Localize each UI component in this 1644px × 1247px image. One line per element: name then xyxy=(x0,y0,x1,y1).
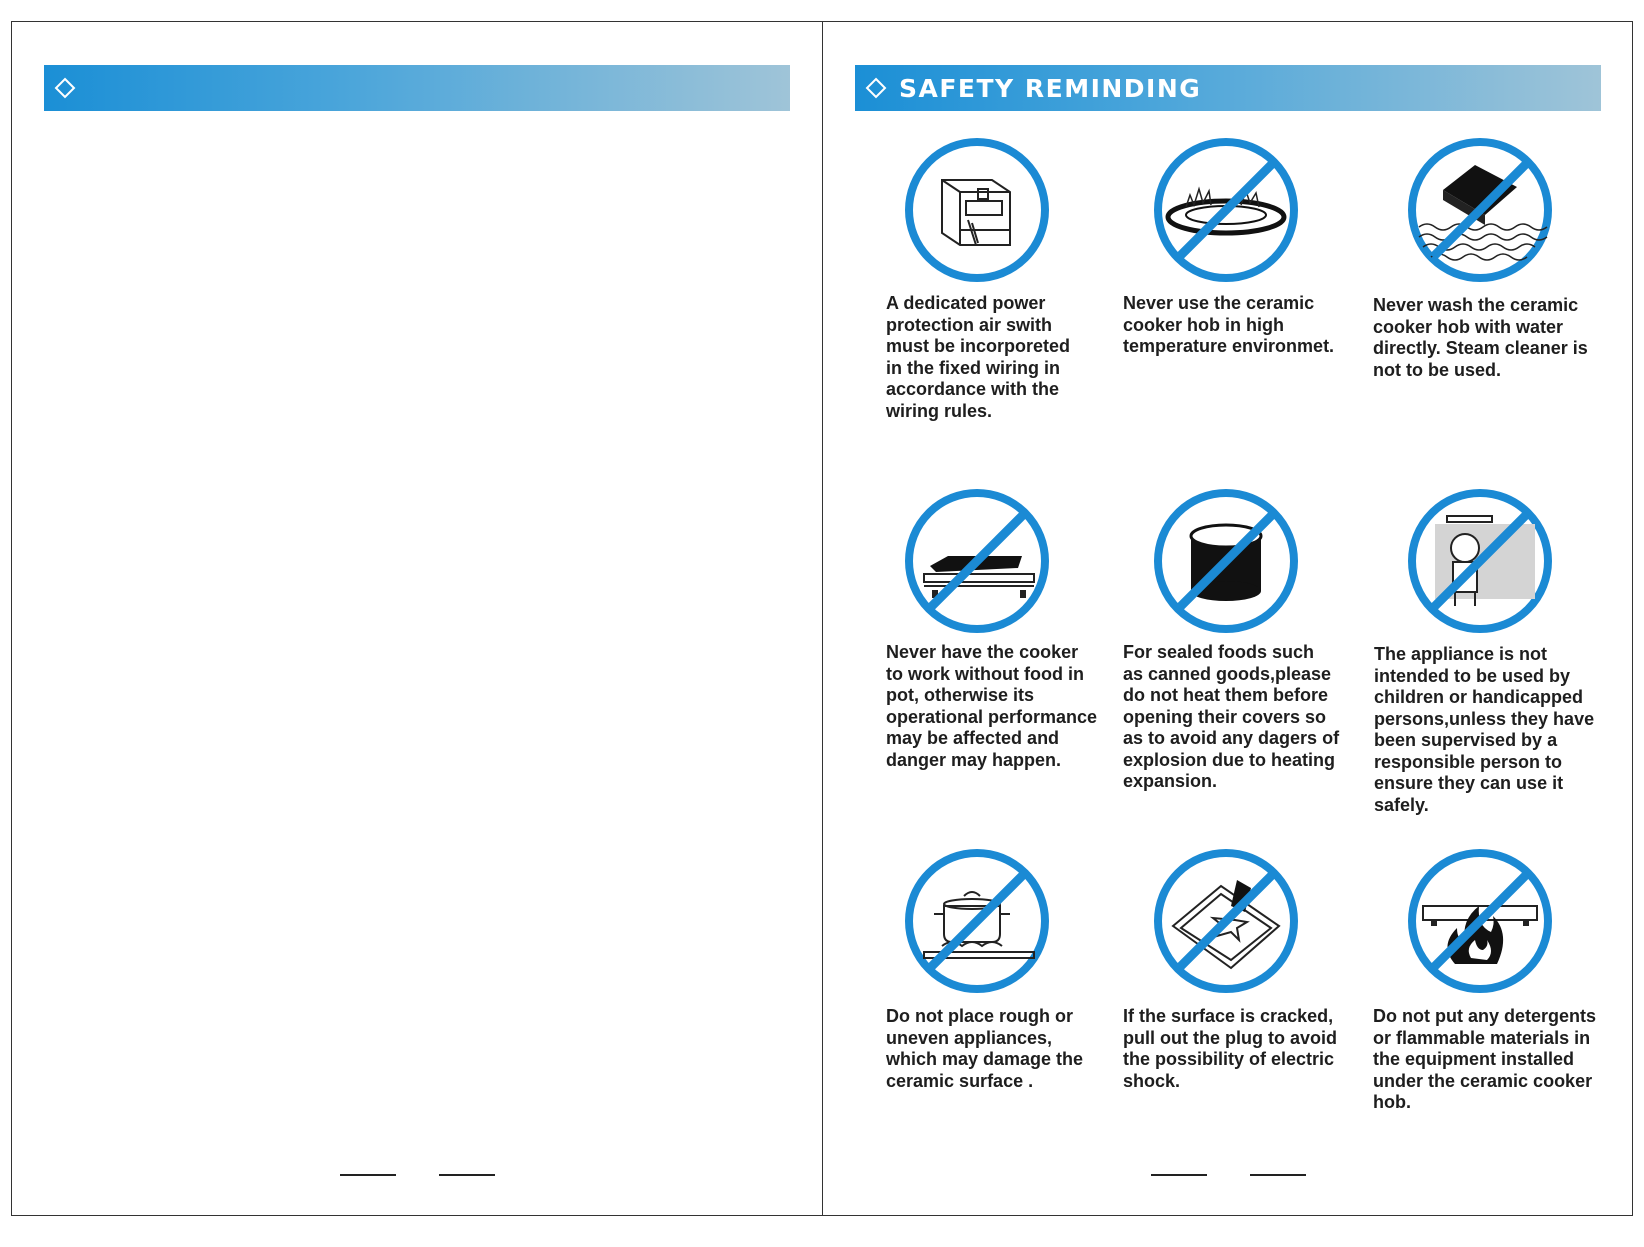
no-cracked-surface-icon xyxy=(1151,846,1301,996)
circuit-breaker-icon xyxy=(902,135,1052,285)
page-number-line xyxy=(1151,1174,1207,1176)
no-high-temperature-icon xyxy=(1151,135,1301,285)
right-page-banner xyxy=(855,65,1601,111)
safety-caption: A dedicated power protection air swith must be incorporeted in the fixed wiring in accordance with the wiring rules. xyxy=(886,293,1071,421)
diamond-icon xyxy=(865,77,887,99)
left-page-banner xyxy=(44,65,790,111)
no-empty-pot-icon xyxy=(902,486,1052,636)
no-flammable-icon xyxy=(1405,846,1555,996)
safety-reminding-title: SAFETY REMINDING xyxy=(899,73,1202,103)
no-water-wash-icon xyxy=(1405,135,1555,285)
safety-caption: Never have the cooker to work without food in pot, otherwise its operational performance may be affected and danger may happen. xyxy=(886,642,1098,770)
diamond-icon xyxy=(54,77,76,99)
safety-caption: Never wash the ceramic cooker hob with water directly. Steam cleaner is not to be used. xyxy=(1373,295,1588,380)
safety-caption: Never use the ceramic cooker hob in high temperature environmet. xyxy=(1123,293,1335,356)
safety-caption: If the surface is cracked, pull out the plug to avoid the possibility of electric shock. xyxy=(1123,1006,1337,1091)
no-children-icon xyxy=(1405,486,1555,636)
safety-caption: For sealed foods such as canned goods,please do not heat them before opening their covers so as to avoid any dagers of explosion due to heating expansion. xyxy=(1123,642,1340,791)
no-rough-appliance-icon xyxy=(902,846,1052,996)
page-divider xyxy=(822,21,823,1216)
safety-caption: The appliance is not intended to be used by children or handicapped persons,unless they have been supervised by a responsible person to ensure they can use it safely. xyxy=(1374,644,1595,815)
page-number-line xyxy=(340,1174,396,1176)
no-sealed-can-icon xyxy=(1151,486,1301,636)
page-number-line xyxy=(1250,1174,1306,1176)
safety-caption: Do not place rough or uneven appliances, which may damage the ceramic surface . xyxy=(886,1006,1084,1091)
page-number-line xyxy=(439,1174,495,1176)
safety-caption: Do not put any detergents or flammable materials in the equipment installed under the ceramic cooker hob. xyxy=(1373,1006,1597,1112)
